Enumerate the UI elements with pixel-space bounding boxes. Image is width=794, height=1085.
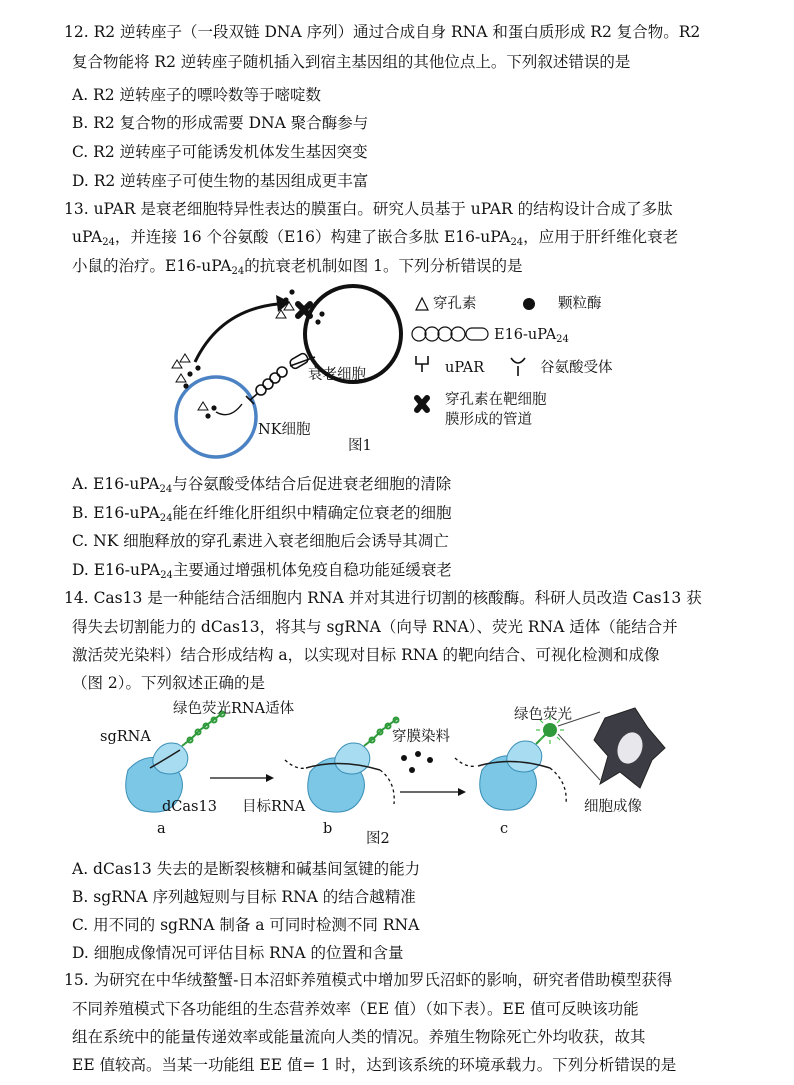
q13-stem-line1: 13. uPAR 是衰老细胞特异性表达的膜蛋白。研究人员基于 uPAR 的结构设计合成了多肽 — [64, 200, 673, 218]
legend-upar-label: uPAR — [445, 360, 485, 376]
q12-option-a: A. R2 逆转座子的嘌呤数等于嘧啶数 — [72, 86, 322, 104]
arrow-a-to-b-head — [266, 774, 274, 782]
figure-2-diagram — [100, 700, 690, 860]
q12-stem-line2: 复合物能将 R2 逆转座子随机插入到宿主基因组的其他位点上。下列叙述错误的是 — [72, 53, 631, 71]
nk-cell-outline — [176, 377, 256, 457]
peptide-chain — [246, 352, 315, 404]
figure-2-caption: 图2 — [366, 831, 390, 847]
legend-glu-receptor-label: 谷氨酸受体 — [540, 360, 613, 376]
perforin-icon — [198, 402, 208, 410]
legend-peptide-label: E16-uPA$_{24}$ — [494, 327, 569, 345]
q13-stem-line2: uPA$_{24}$，并连接 16 个谷氨酸（E16）构建了嵌合多肽 E16-uPA$_{24}$，应用于肝纤维化衰老 — [72, 228, 679, 248]
q15-stem-line3: 组在系统中的能量传递效率或能量流向人类的情况。养殖生物除死亡外均收获，故其 — [72, 1028, 646, 1046]
granzyme-icon — [205, 413, 210, 418]
complex-c — [455, 716, 566, 810]
q13-option-b: B. E16-uPA$_{24}$能在纤维化肝组织中精确定位衰老的细胞 — [72, 504, 452, 524]
senescent-cell-label: 衰老细胞 — [308, 367, 366, 383]
q14-stem-line4: （图 2）。下列叙述正确的是 — [72, 674, 266, 692]
cell-imaging-label: 细胞成像 — [584, 799, 642, 815]
q14-stem-line3: 激活荧光染料）结合形成结构 a，以实现对目标 RNA 的靶向结合、可视化检测和成像 — [72, 646, 660, 664]
legend-channel-label-line1: 穿孔素在靶细胞 — [445, 392, 547, 408]
granzyme-icon — [319, 311, 324, 316]
q15-stem-line1: 15. 为研究在中华绒螯蟹-日本沼虾养殖模式中增加罗氏沼虾的影响，研究者借助模型获得 — [64, 971, 673, 989]
aptamer-label: 绿色荧光RNA适体 — [173, 701, 295, 717]
q14-stem-line2: 得失去切割能力的 dCas13，将其与 sgRNA（向导 RNA）、荧光 RNA 适体（能结合并 — [72, 618, 678, 636]
legend-perforin-icon — [416, 298, 428, 310]
granzyme-icon — [283, 297, 288, 302]
q13-stem-line3: 小鼠的治疗。E16-uPA$_{24}$的抗衰老机制如图 1。下列分析错误的是 — [72, 257, 523, 277]
membrane-dye-particles — [401, 751, 433, 773]
q15-stem-line2: 不同养殖模式下各功能组的生态营养效率（EE 值）（如下表）。EE 值可反映该功能 — [72, 1000, 639, 1018]
granzyme-icon — [211, 405, 216, 410]
perforin-icon — [176, 374, 186, 382]
legend-granzyme-icon — [520, 295, 538, 313]
perforin-icon — [276, 310, 286, 318]
q13-option-d: D. E16-uPA$_{24}$主要通过增强机体免疫自稳功能延缓衰老 — [72, 561, 452, 581]
imaging-line-bottom — [558, 734, 600, 780]
figure-1-caption: 图1 — [348, 438, 372, 454]
granzyme-icon — [289, 289, 294, 294]
perforin-channel-icon — [298, 304, 310, 316]
legend-perforin-label: 穿孔素 — [433, 296, 477, 312]
q14-stem-line1: 14. Cas13 是一种能结合活细胞内 RNA 并对其进行切割的核酸酶。科研人员改造 Cas13 获 — [64, 589, 702, 607]
nk-granule-path — [216, 404, 242, 415]
green-fluorescence-icon — [543, 723, 557, 737]
legend-channel-icon — [417, 398, 427, 410]
legend-channel-label-line2: 膜形成的管道 — [445, 412, 532, 428]
panel-a-label: a — [157, 821, 166, 837]
granzyme-icon — [187, 371, 192, 376]
legend-glu-receptor-icon — [508, 356, 528, 378]
panel-c-label: c — [500, 821, 509, 837]
q12-option-d: D. R2 逆转座子可使生物的基因组成更丰富 — [72, 172, 369, 190]
perforin-icon — [180, 354, 190, 362]
dye-label: 穿膜染料 — [392, 729, 450, 745]
granzyme-icon — [183, 383, 188, 388]
panel-b-label: b — [323, 821, 333, 837]
q14-option-d: D. 细胞成像情况可评估目标 RNA 的位置和含量 — [72, 944, 404, 962]
granzyme-icon — [195, 365, 200, 370]
q13-option-c: C. NK 细胞释放的穿孔素进入衰老细胞后会诱导其凋亡 — [72, 532, 449, 550]
sgrna-label: sgRNA — [100, 729, 151, 745]
q12-option-b: B. R2 复合物的形成需要 DNA 聚合酶参与 — [72, 114, 369, 132]
green-fluorescence-label: 绿色荧光 — [514, 707, 572, 723]
arrow-b-to-c-head — [458, 788, 466, 796]
legend-granzyme-label: 颗粒酶 — [558, 296, 602, 312]
q14-option-c: C. 用不同的 sgRNA 制备 a 可同时检测不同 RNA — [72, 916, 420, 934]
q12-option-c: C. R2 逆转座子可能诱发机体发生基因突变 — [72, 143, 368, 161]
legend-upar-icon — [416, 356, 428, 372]
q15-stem-line4: EE 值较高。当某一功能组 EE 值= 1 时，达到该系统的环境承载力。下列分析错误的是 — [72, 1056, 677, 1074]
target-rna-label: 目标RNA — [242, 799, 306, 815]
granzyme-icon — [315, 319, 320, 324]
legend-peptide-icon — [410, 325, 490, 343]
dcas13-label: dCas13 — [162, 799, 217, 815]
q14-option-a: A. dCas13 失去的是断裂核糖和碱基间氢键的能力 — [72, 860, 421, 878]
release-arrow — [195, 304, 278, 362]
q14-option-b: B. sgRNA 序列越短则与目标 RNA 的结合越精准 — [72, 888, 416, 906]
q13-option-a: A. E16-uPA$_{24}$与谷氨酸受体结合后促进衰老细胞的清除 — [72, 475, 452, 495]
cell-image — [594, 708, 665, 788]
q12-stem-line1: 12. R2 逆转座子（一段双链 DNA 序列）通过合成自身 RNA 和蛋白质形成 R2 复合物。R2 — [64, 23, 701, 41]
nk-cell-label: NK细胞 — [258, 422, 311, 438]
